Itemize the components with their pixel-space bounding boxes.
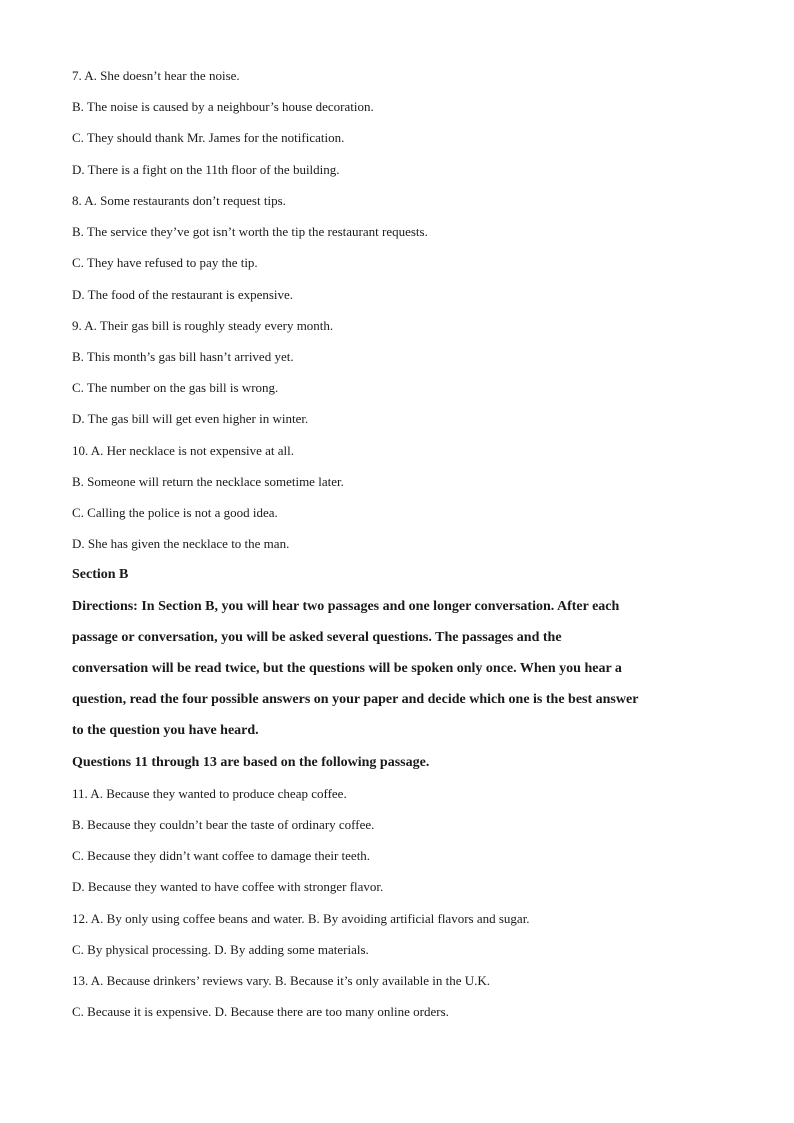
text-line: B. Because they couldn’t bear the taste of ordinary coffee. <box>72 817 375 832</box>
text-line: 13. A. Because drinkers’ reviews vary. B. Because it’s only available in the U.K. <box>72 973 491 988</box>
directions-line: question, read the four possible answers on your paper and decide which one is the best answer <box>72 692 639 707</box>
text-line: D. The food of the restaurant is expensive. <box>72 287 294 302</box>
text-line: B. The service they’ve got isn’t worth the tip the restaurant requests. <box>72 224 428 239</box>
text-line: 7. A. She doesn’t hear the noise. <box>72 68 240 83</box>
text-line: B. Someone will return the necklace sometime later. <box>72 474 344 489</box>
text-line: 12. A. By only using coffee beans and water. B. By avoiding artificial flavors and sugar. <box>72 911 530 926</box>
text-line: C. The number on the gas bill is wrong. <box>72 380 279 395</box>
text-line: C. Because they didn’t want coffee to damage their teeth. <box>72 848 371 863</box>
text-line: C. Calling the police is not a good idea. <box>72 505 278 520</box>
text-line: C. They should thank Mr. James for the notification. <box>72 130 345 145</box>
text-line: 10. A. Her necklace is not expensive at all. <box>72 443 295 458</box>
text-line: C. By physical processing. D. By adding some materials. <box>72 942 369 957</box>
text-line: D. She has given the necklace to the man. <box>72 536 290 551</box>
directions-line: conversation will be read twice, but the questions will be spoken only once. When you hear a <box>72 661 622 676</box>
text-line: B. This month’s gas bill hasn’t arrived yet. <box>72 349 294 364</box>
text-line: D. The gas bill will get even higher in winter. <box>72 411 309 426</box>
directions-line: to the question you have heard. <box>72 723 259 738</box>
text-line: 8. A. Some restaurants don’t request tips. <box>72 193 286 208</box>
text-line: B. The noise is caused by a neighbour’s house decoration. <box>72 99 374 114</box>
text-line: C. Because it is expensive. D. Because there are too many online orders. <box>72 1004 449 1019</box>
directions-line: Directions: In Section B, you will hear two passages and one longer conversation. After each <box>72 599 620 614</box>
text-line: C. They have refused to pay the tip. <box>72 255 258 270</box>
directions-line: passage or conversation, you will be asked several questions. The passages and the <box>72 630 562 645</box>
questions-heading: Questions 11 through 13 are based on the following passage. <box>72 755 430 770</box>
text-line: D. Because they wanted to have coffee with stronger flavor. <box>72 879 384 894</box>
text-line: D. There is a fight on the 11th floor of the building. <box>72 162 340 177</box>
text-line: 11. A. Because they wanted to produce cheap coffee. <box>72 786 347 801</box>
text-line: 9. A. Their gas bill is roughly steady every month. <box>72 318 334 333</box>
section-heading: Section B <box>72 567 129 582</box>
